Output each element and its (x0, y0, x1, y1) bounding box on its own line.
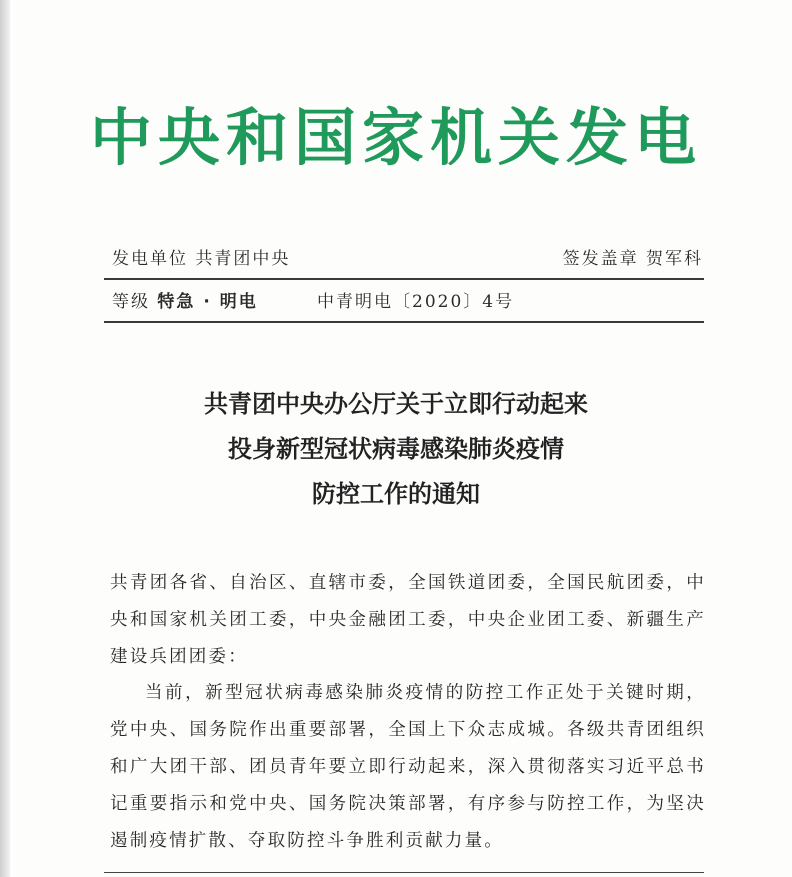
masthead-title: 中央和国家机关发电 (89, 101, 702, 174)
title-line-1: 共青团中央办公厅关于立即行动起来 (204, 390, 588, 418)
title-line-2: 投身新型冠状病毒感染肺炎疫情 (228, 435, 564, 463)
signer-block (563, 244, 703, 269)
notice-title (0, 382, 792, 517)
sender-value: 共青团中央 (195, 249, 291, 269)
document-number: 中青明电〔2020〕4号 (317, 292, 515, 312)
grade-row (112, 287, 703, 312)
header-rule-bottom (104, 321, 704, 323)
sender-label: 发电单位 (112, 249, 188, 269)
grade-label: 等级 (112, 292, 150, 312)
title-line-3: 防控工作的通知 (312, 480, 480, 508)
sender-row (112, 244, 703, 269)
notice-body (110, 565, 706, 859)
signer-value: 贺军科 (646, 249, 703, 269)
bottom-rule (104, 872, 704, 873)
recipients-paragraph: 共青团各省、自治区、直辖市委，全国铁道团委，全国民航团委，中央和国家机关团工委，中央金融团工委，中央企业团工委、新疆生产建设兵团团委： (110, 573, 706, 667)
header-rule-top (104, 278, 704, 280)
signer-label: 签发盖章 (562, 249, 639, 269)
body-paragraph-1: 当前，新型冠状病毒感染肺炎疫情的防控工作正处于关键时期，党中央、国务院作出重要部署，全国上下众志成城。各级共青团组织和广大团干部、团员青年要立即行动起来，深入贯彻落实习近平总书记重要指示和党中央、国务院决策部署，有序参与防控工作，为坚决遏制疫情扩散、夺取防控斗争胜利贡献力量。 (110, 683, 706, 851)
grade-value: 特急 · 明电 (157, 292, 258, 312)
